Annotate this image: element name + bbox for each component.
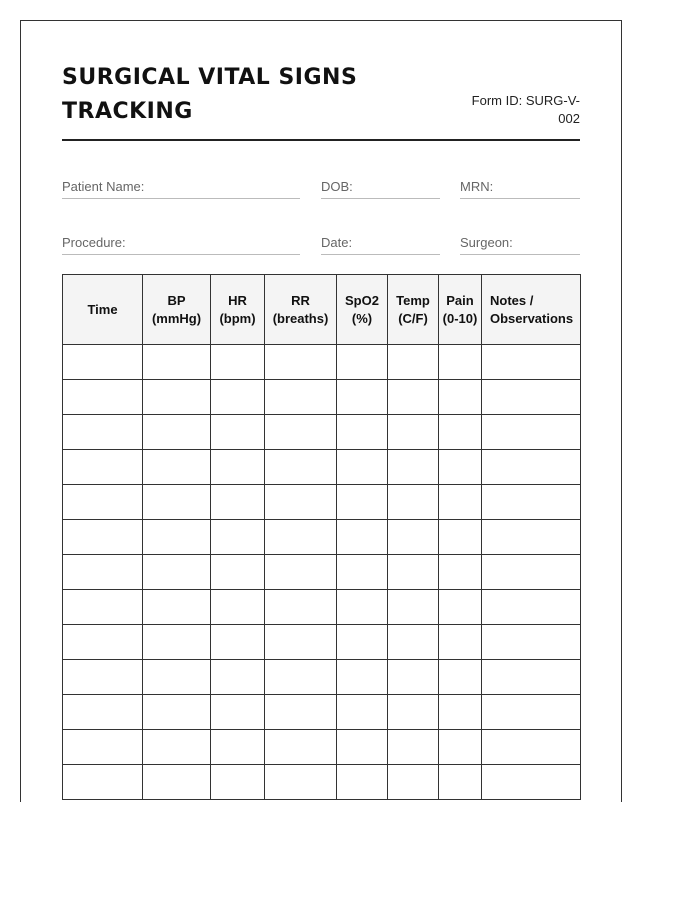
table-cell[interactable] <box>388 485 439 520</box>
table-row <box>63 765 581 800</box>
table-cell[interactable] <box>211 695 265 730</box>
header-notes: Notes / Observations <box>482 275 581 345</box>
surgeon-label: Surgeon: <box>460 235 513 250</box>
table-cell[interactable] <box>143 695 211 730</box>
mrn-field[interactable] <box>460 178 580 199</box>
table-cell[interactable] <box>211 485 265 520</box>
form-title: SURGICAL VITAL SIGNS TRACKING <box>62 65 358 124</box>
table-row <box>63 450 581 485</box>
table-cell[interactable] <box>211 415 265 450</box>
table-cell[interactable] <box>211 625 265 660</box>
table-cell[interactable] <box>143 485 211 520</box>
table-cell[interactable] <box>265 345 337 380</box>
table-cell[interactable] <box>265 485 337 520</box>
table-cell[interactable] <box>211 730 265 765</box>
table-cell[interactable] <box>482 625 581 660</box>
date-field[interactable] <box>321 234 440 255</box>
table-cell[interactable] <box>337 625 388 660</box>
table-cell[interactable] <box>337 415 388 450</box>
header-time: Time <box>63 275 143 345</box>
table-cell[interactable] <box>337 695 388 730</box>
table-cell[interactable] <box>388 520 439 555</box>
table-cell[interactable] <box>388 555 439 590</box>
table-row <box>63 660 581 695</box>
table-cell[interactable] <box>439 520 482 555</box>
table-cell[interactable] <box>265 520 337 555</box>
table-cell[interactable] <box>211 380 265 415</box>
table-cell[interactable] <box>143 415 211 450</box>
table-cell[interactable] <box>388 660 439 695</box>
table-cell[interactable] <box>265 415 337 450</box>
table-cell[interactable] <box>388 345 439 380</box>
table-cell[interactable] <box>63 345 143 380</box>
table-cell[interactable] <box>388 765 439 800</box>
table-cell[interactable] <box>211 520 265 555</box>
table-row <box>63 590 581 625</box>
table-row <box>63 730 581 765</box>
table-cell[interactable] <box>265 380 337 415</box>
table-row <box>63 625 581 660</box>
table-cell[interactable] <box>482 695 581 730</box>
table-cell[interactable] <box>388 695 439 730</box>
header-hr: HR (bpm) <box>211 275 265 345</box>
table-cell[interactable] <box>211 555 265 590</box>
table-cell[interactable] <box>439 345 482 380</box>
table-cell[interactable] <box>482 730 581 765</box>
header-pain: Pain (0-10) <box>439 275 482 345</box>
table-cell[interactable] <box>143 520 211 555</box>
table-cell[interactable] <box>439 380 482 415</box>
table-header-row <box>63 275 581 345</box>
table-cell[interactable] <box>265 695 337 730</box>
table-cell[interactable] <box>63 590 143 625</box>
table-cell[interactable] <box>439 695 482 730</box>
table-cell[interactable] <box>265 625 337 660</box>
table-cell[interactable] <box>388 730 439 765</box>
table-cell[interactable] <box>265 660 337 695</box>
table-cell[interactable] <box>63 520 143 555</box>
table-cell[interactable] <box>211 450 265 485</box>
table-cell[interactable] <box>482 590 581 625</box>
table-cell[interactable] <box>482 380 581 415</box>
table-cell[interactable] <box>482 415 581 450</box>
header-spo2: SpO2 (%) <box>337 275 388 345</box>
table-cell[interactable] <box>482 555 581 590</box>
table-cell[interactable] <box>63 660 143 695</box>
table-cell[interactable] <box>211 345 265 380</box>
table-cell[interactable] <box>265 555 337 590</box>
table-cell[interactable] <box>143 590 211 625</box>
table-cell[interactable] <box>439 730 482 765</box>
table-cell[interactable] <box>337 345 388 380</box>
table-cell[interactable] <box>143 380 211 415</box>
vitals-table <box>62 274 581 800</box>
dob-label: DOB: <box>321 179 353 194</box>
form-id: Form ID: SURG-V-002 <box>471 93 580 126</box>
table-cell[interactable] <box>482 520 581 555</box>
form-page <box>20 20 622 802</box>
table-row <box>63 345 581 380</box>
table-cell[interactable] <box>265 730 337 765</box>
table-cell[interactable] <box>143 765 211 800</box>
table-cell[interactable] <box>143 345 211 380</box>
table-cell[interactable] <box>265 450 337 485</box>
table-cell[interactable] <box>143 555 211 590</box>
patient-name-label: Patient Name: <box>62 179 145 194</box>
procedure-field[interactable] <box>62 234 300 255</box>
table-cell[interactable] <box>63 765 143 800</box>
header-temp: Temp (C/F) <box>388 275 439 345</box>
table-row <box>63 380 581 415</box>
table-cell[interactable] <box>337 765 388 800</box>
vitals-table-body <box>63 345 581 800</box>
table-row <box>63 695 581 730</box>
table-cell[interactable] <box>63 415 143 450</box>
table-cell[interactable] <box>63 555 143 590</box>
table-cell[interactable] <box>143 625 211 660</box>
table-cell[interactable] <box>337 590 388 625</box>
table-cell[interactable] <box>265 765 337 800</box>
table-cell[interactable] <box>265 590 337 625</box>
table-cell[interactable] <box>337 660 388 695</box>
surgeon-field[interactable] <box>460 234 580 255</box>
header-rr: RR (breaths) <box>265 275 337 345</box>
table-cell[interactable] <box>63 695 143 730</box>
table-cell[interactable] <box>482 345 581 380</box>
table-cell[interactable] <box>337 730 388 765</box>
table-cell[interactable] <box>388 590 439 625</box>
table-cell[interactable] <box>439 590 482 625</box>
patient-name-field[interactable] <box>62 178 300 199</box>
mrn-label: MRN: <box>460 179 494 194</box>
table-cell[interactable] <box>143 450 211 485</box>
table-cell[interactable] <box>63 625 143 660</box>
table-cell[interactable] <box>439 765 482 800</box>
table-cell[interactable] <box>211 765 265 800</box>
table-cell[interactable] <box>388 415 439 450</box>
table-cell[interactable] <box>388 625 439 660</box>
table-cell[interactable] <box>482 765 581 800</box>
table-cell[interactable] <box>482 450 581 485</box>
form-header <box>62 61 580 141</box>
table-cell[interactable] <box>337 450 388 485</box>
table-cell[interactable] <box>439 485 482 520</box>
table-row <box>63 520 581 555</box>
table-row <box>63 415 581 450</box>
table-cell[interactable] <box>63 730 143 765</box>
table-cell[interactable] <box>439 450 482 485</box>
table-cell[interactable] <box>337 555 388 590</box>
table-cell[interactable] <box>211 590 265 625</box>
procedure-label: Procedure: <box>62 235 126 250</box>
table-cell[interactable] <box>439 625 482 660</box>
table-cell[interactable] <box>143 660 211 695</box>
table-cell[interactable] <box>63 380 143 415</box>
table-cell[interactable] <box>337 380 388 415</box>
table-cell[interactable] <box>439 415 482 450</box>
dob-field[interactable] <box>321 178 440 199</box>
table-cell[interactable] <box>439 660 482 695</box>
table-cell[interactable] <box>482 485 581 520</box>
table-row <box>63 555 581 590</box>
table-cell[interactable] <box>143 730 211 765</box>
table-cell[interactable] <box>388 380 439 415</box>
table-cell[interactable] <box>337 485 388 520</box>
table-cell[interactable] <box>337 520 388 555</box>
table-cell[interactable] <box>211 660 265 695</box>
table-cell[interactable] <box>63 485 143 520</box>
header-bp: BP (mmHg) <box>143 275 211 345</box>
table-cell[interactable] <box>482 660 581 695</box>
table-cell[interactable] <box>439 555 482 590</box>
date-label: Date: <box>321 235 353 250</box>
table-cell[interactable] <box>388 450 439 485</box>
table-row <box>63 485 581 520</box>
table-cell[interactable] <box>63 450 143 485</box>
